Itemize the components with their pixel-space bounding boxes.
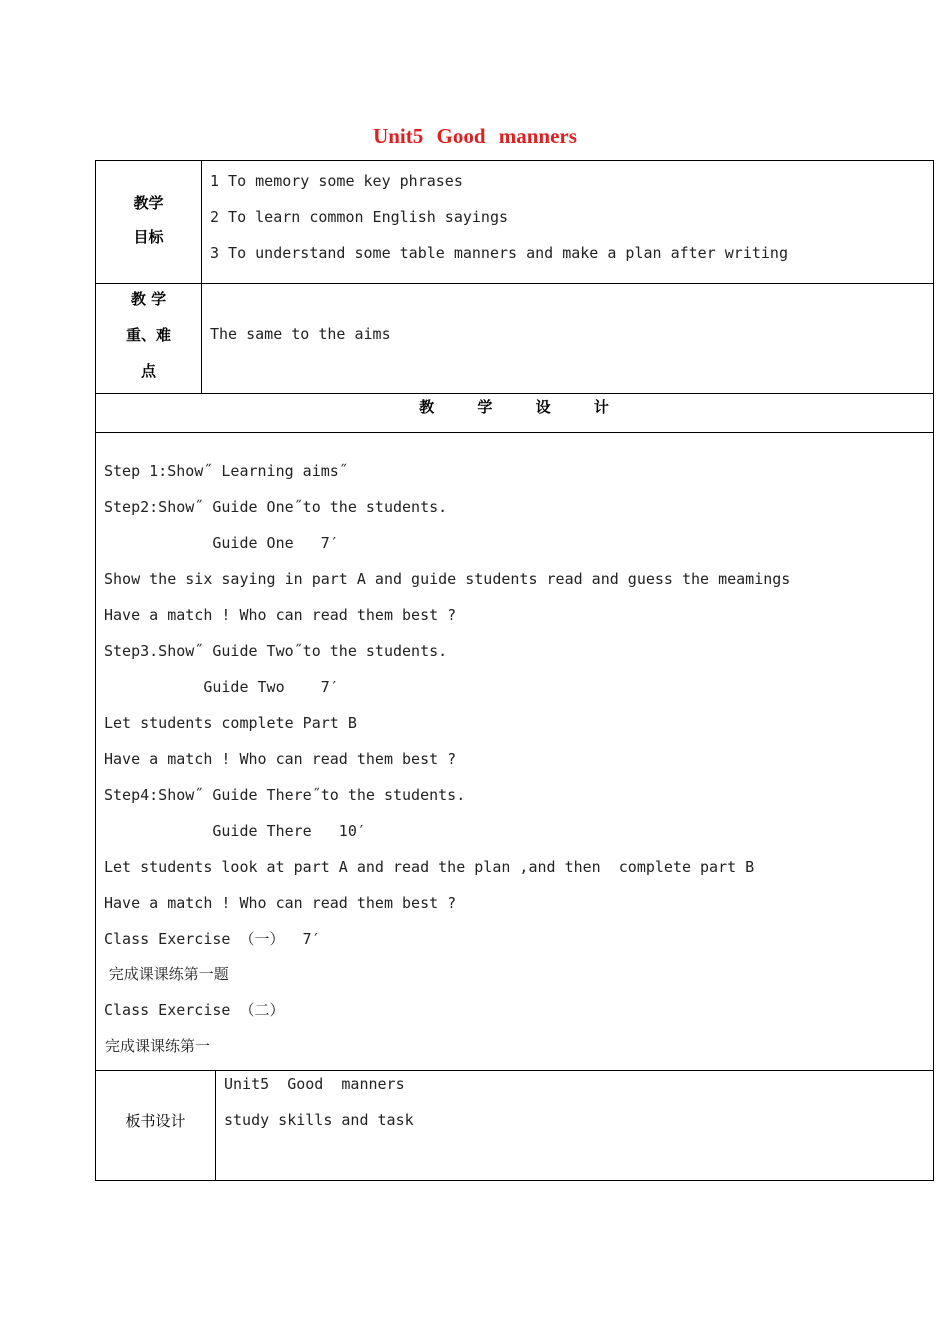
design-line: Step3.Show˝ Guide Two˝to the students. [104,642,448,660]
board-line: Unit5 Good manners [224,1075,405,1093]
design-line: Step4:Show˝ Guide There˝to the students. [104,786,466,804]
row-divider [95,1070,934,1071]
design-line: Let students look at part A and read the plan ,and then complete part B [104,858,755,876]
key-points-label-line3: 点 [140,362,156,380]
design-line: 完成课课练第一题 [104,965,229,983]
design-line: 完成课课练第一 [105,1037,211,1055]
board-label: 板书设计 [125,1112,186,1130]
design-line: Have a match ! Who can read them best ? [104,750,457,768]
key-points-label-line2: 重、难 [125,326,171,344]
row-divider [95,393,934,394]
design-line: Class Exercise （一） 7′ [104,930,321,948]
objective-item: 2 To learn common English sayings [210,208,509,226]
design-line: Class Exercise （二） [104,1001,285,1019]
column-divider [201,160,202,393]
board-line: study skills and task [224,1111,414,1129]
design-line: Let students complete Part B [104,714,357,732]
document-title: Unit5 Good manners [373,124,577,148]
key-points-text: The same to the aims [210,325,391,343]
design-heading: 教 学 设 计 [419,398,609,416]
design-line: Have a match ! Who can read them best ? [104,606,457,624]
design-line: Show the six saying in part A and guide students read and guess the meamings [104,570,791,588]
objective-item: 1 To memory some key phrases [210,172,463,190]
objective-item: 3 To understand some table manners and make a plan after writing [210,244,788,262]
design-line: Guide There 10′ [104,822,366,840]
design-line: Guide Two 7′ [104,678,339,696]
design-line: Step 1:Show˝ Learning aims˝ [104,462,348,480]
objectives-label-line2: 目标 [133,228,164,246]
design-line: Guide One 7′ [104,534,339,552]
design-line: Step2:Show˝ Guide One˝to the students. [104,498,448,516]
design-line: Have a match ! Who can read them best ? [104,894,457,912]
objectives-label-line1: 教学 [133,194,164,212]
key-points-label-line1: 教 学 [130,290,167,308]
row-divider [95,432,934,433]
column-divider [215,1070,216,1181]
lesson-table [95,160,934,1181]
row-divider [95,283,934,284]
